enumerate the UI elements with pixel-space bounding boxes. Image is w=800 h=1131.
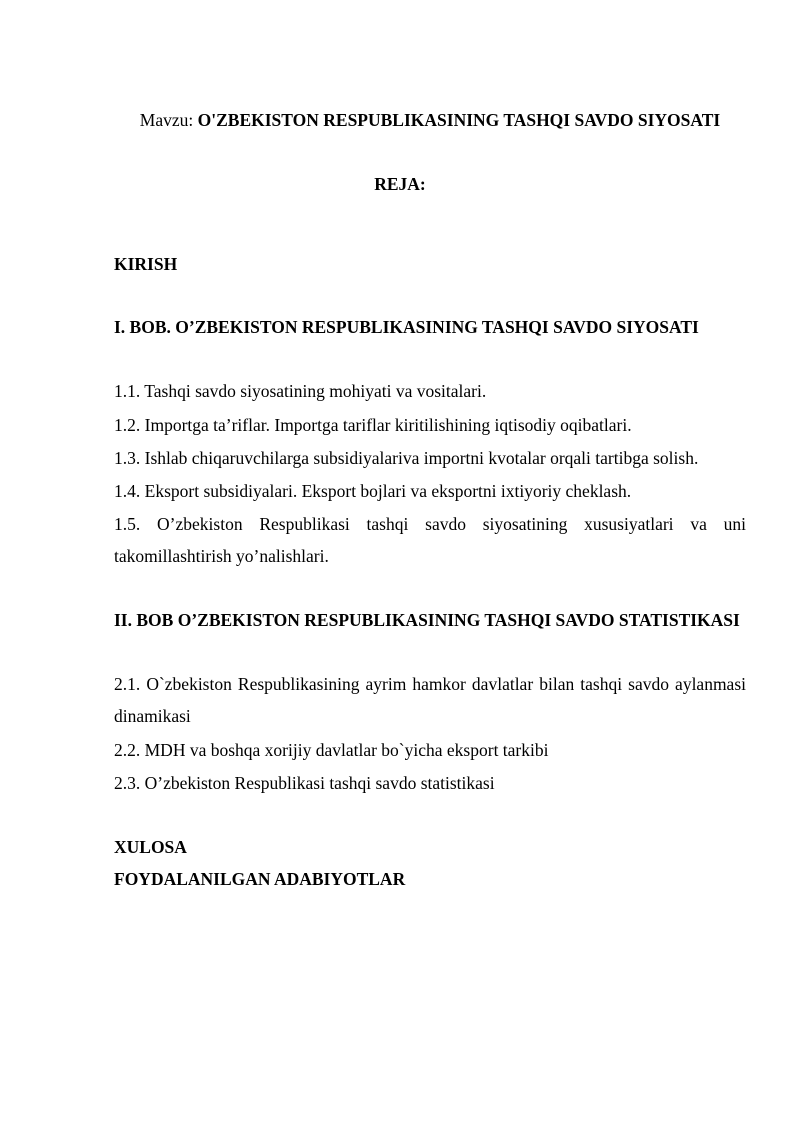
chapter-1-title: I. BOB. O’ZBEKISTON RESPUBLIKASINING TASHQI SAVDO SIYOSATI [114, 317, 699, 337]
chapter-1-item: 1.1. Tashqi savdo siyosatining mohiyati va vositalari. [114, 381, 487, 401]
chapter-2-item: 2.3. O’zbekiston Respublikasi tashqi savdo statistikasi [114, 773, 495, 793]
topic-prefix: Mavzu: [139, 110, 198, 130]
topic-line [60, 104, 800, 136]
plan-heading: REJA: [374, 174, 426, 194]
chapter-1-item: 1.3. Ishlab chiqaruvchilarga subsidiyalariva importni kvotalar orqali tartibga solish. [114, 448, 699, 468]
chapter-2-title: II. BOB O’ZBEKISTON RESPUBLIKASINING TASHQI SAVDO STATISTIKASI [114, 610, 740, 630]
conclusion-heading: XULOSA [114, 837, 187, 857]
topic-title: O'ZBEKISTON RESPUBLIKASINING TASHQI SAVDO SIYOSATI [197, 110, 721, 130]
chapter-1-item: 1.5. O’zbekiston Respublikasi tashqi savdo siyosatining xususiyatlari va uni takomillashtirish yo’nalishlari. [114, 514, 746, 566]
chapter-1-item: 1.2. Importga ta’riflar. Importga tariflar kiritilishining iqtisodiy oqibatlari. [114, 415, 632, 435]
chapter-1-item: 1.4. Eksport subsidiyalari. Eksport bojlari va eksportni ixtiyoriy cheklash. [114, 481, 632, 501]
references-heading: FOYDALANILGAN ADABIYOTLAR [114, 869, 406, 889]
intro-heading: KIRISH [114, 254, 178, 274]
chapter-2-item: 2.2. MDH va boshqa xorijiy davlatlar bo`yicha eksport tarkibi [114, 740, 549, 760]
chapter-2-item: 2.1. O`zbekiston Respublikasining ayrim hamkor davlatlar bilan tashqi savdo aylanmasi dinamikasi [114, 674, 746, 726]
